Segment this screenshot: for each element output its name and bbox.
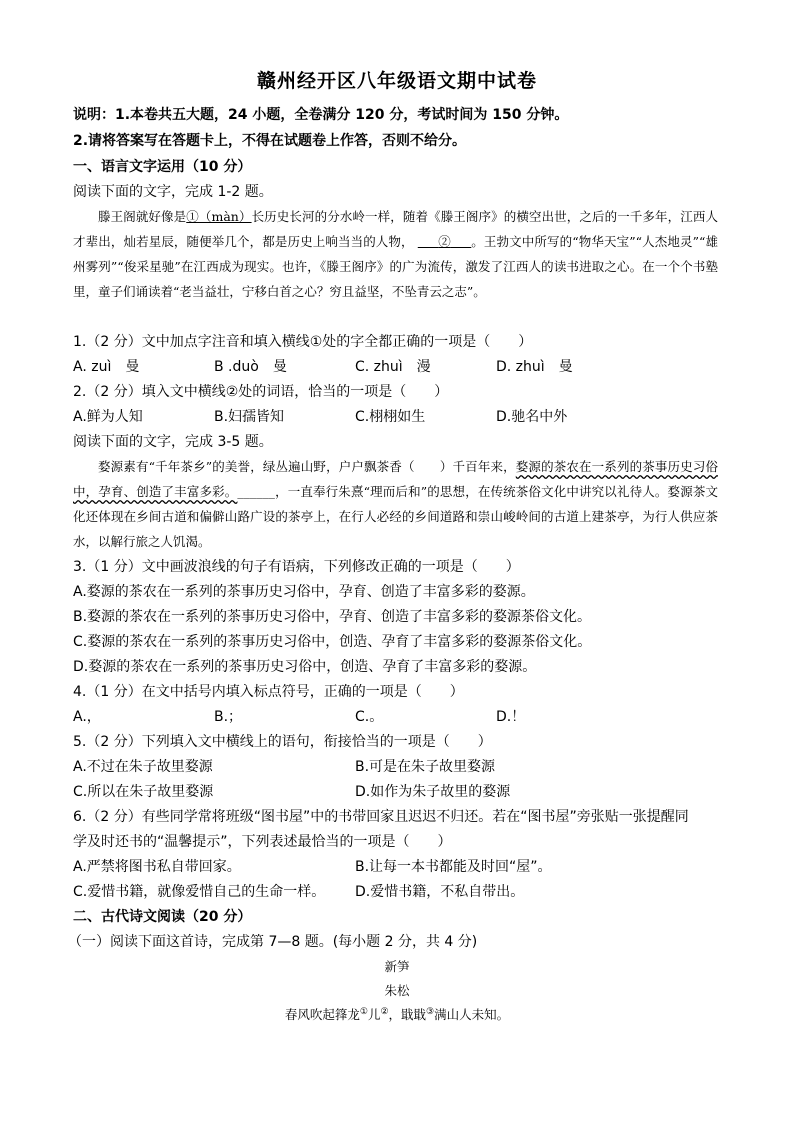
q6-option-b: B.让每一本书都能及时回“屋”。 (355, 859, 552, 875)
note-line-2: 2.请将答案写在答题卡上，不得在试题卷上作答，否则不给分。 (73, 133, 467, 149)
q1-stem: 1.（2 分）文中加点字注音和填入横线①处的字全都正确的一项是（ ） (73, 334, 533, 350)
passage2-blank: ______ (237, 484, 275, 499)
section2-heading: 二、古代诗文阅读（20 分） (73, 909, 252, 925)
q2-stem: 2.（2 分）填入文中横线②处的词语，恰当的一项是（ ） (73, 384, 449, 400)
passage1-blank-2-label: ② (438, 234, 451, 249)
passage2-text-a: 婺源素有“千年茶乡”的美誉，绿丛遍山野，户户飘茶香（ ）千百年来， (98, 459, 516, 474)
poem-title: 新笋 (384, 959, 410, 974)
poem-author: 朱松 (384, 983, 410, 998)
section1-intro2: 阅读下面的文字，完成 3-5 题。 (73, 434, 273, 450)
q1-option-c: C. zhuì 漫 (355, 359, 431, 375)
q6-stem-line1: 6.（2 分）有些同学常将班级“图书屋”中的书带回家且迟迟不归还。若在“图书屋”旁张贴一张提醒同 (73, 809, 689, 825)
section1-intro1: 阅读下面的文字，完成 1-2 题。 (73, 184, 273, 200)
q1-option-d: D. zhuì 曼 (496, 359, 573, 375)
poem-line-1-part-c: ，戢戢 (388, 1007, 427, 1022)
q2-option-b: B.妇孺皆知 (214, 409, 285, 425)
passage2-text-d: ，一直奉行朱熹“理而后和”的思想，在传统茶俗文化中讲究以礼待人。婺源茶文化还体现在乡间古道和偏僻山路广设的茶亭上，在行人必经的乡间道路和崇山峻岭间的古道上建茶亭，为行人供应茶水，以解行旅之人饥渴。 (73, 484, 718, 549)
q4-option-b: B.； (214, 709, 243, 725)
q1-option-a: A. zuì 曼 (73, 359, 140, 375)
q2-option-a: A.鲜为人知 (73, 409, 143, 425)
q6-stem-line2: 学及时还书的“温馨提示”，下列表述最恰当的一项是（ ） (73, 834, 452, 850)
q2-options (73, 406, 723, 426)
q4-option-c: C.。 (355, 709, 384, 725)
q3-option-a: A.婺源的茶农在一系列的茶事历史习俗中，孕育、创造了丰富多彩的婺源。 (73, 584, 535, 600)
footnote-mark-2: ② (380, 1006, 389, 1017)
page-title: 赣州经开区八年级语文期中试卷 (256, 70, 537, 92)
q5-option-c: C.所以在朱子故里婺源 (73, 784, 214, 800)
note-line-1: 说明：1.本卷共五大题，24 小题，全卷满分 120 分，考试时间为 150 分钟。 (73, 107, 569, 123)
passage-tengwang (73, 204, 718, 304)
passage1-text-a: 滕王阁就好像是 (98, 209, 187, 224)
q2-option-c: C.栩栩如生 (355, 409, 426, 425)
passage1-text-c: 长历史长河的分水岭一样，随着《滕王阁序》的横空出世，之后的一千多年，江西人才辈出，灿若星辰，随便举几个，都是历史上响当当的人物， (73, 209, 718, 249)
q1-option-b: B .duò 曼 (214, 359, 287, 375)
passage-wuyuan (73, 454, 718, 554)
footnote-mark-3: ③ (426, 1006, 435, 1017)
q5-options-row2 (73, 781, 723, 801)
q5-stem: 5.（2 分）下列填入文中横线上的语句，衔接恰当的一项是（ ） (73, 734, 492, 750)
q1-options (73, 356, 723, 376)
q5-option-d: D.如作为朱子故里的婺源 (355, 784, 511, 800)
section1-heading: 一、语言文字运用（10 分） (73, 159, 252, 175)
footnote-mark-1: ① (359, 1006, 368, 1017)
q6-options-row2 (73, 881, 723, 901)
q4-option-d: D.！ (496, 709, 526, 725)
q6-options-row1 (73, 856, 723, 876)
q5-option-b: B.可是在朱子故里婺源 (355, 759, 496, 775)
q3-stem: 3.（1 分）文中画波浪线的句子有语病，下列修改正确的一项是（ ） (73, 559, 520, 575)
section2-sub1: （一）阅读下面这首诗，完成第 7—8 题。(每小题 2 分，共 4 分) (68, 934, 478, 950)
q4-option-a: A.， (73, 709, 101, 725)
q6-option-d: D.爱惜书籍，不私自带出。 (355, 884, 525, 900)
q2-option-d: D.驰名中外 (496, 409, 568, 425)
q3-option-b: B.婺源的茶农在一系列的茶事历史习俗中，孕育、创造了丰富多彩的婺源茶俗文化。 (73, 609, 592, 625)
passage2-wavy-sentence: 婺源的茶农在一系列的茶事历史习俗中，孕育、创造了丰富多彩。 (73, 459, 718, 499)
q5-option-a: A.不过在朱子故里婺源 (73, 759, 213, 775)
q4-options (73, 706, 723, 726)
q6-option-c: C.爱惜书籍，就像爱惜自己的生命一样。 (73, 884, 326, 900)
q3-option-d: D.婺源的茶农在一系列的茶事历史习俗中，创造、孕育了丰富多彩的婺源。 (73, 659, 537, 675)
poem-line-1-part-a: 春风吹起箨龙 (284, 1007, 360, 1022)
passage1-text-e: 。王勃文中所写的“物华天宝”“人杰地灵”“雄州雾列”“俊采星驰”在江西成为现实。也许，《滕王阁序》的广为流传，激发了江西人的读书进取之心。在一个个书塾里，童子们诵读着“老当益壮，宁移白首之心？穷且益坚，不坠青云之志”。 (73, 234, 718, 299)
passage1-blank-2 (418, 234, 472, 249)
q5-options-row1 (73, 756, 723, 776)
passage1-blank-1: ①（màn） (186, 209, 252, 224)
poem-line-1-part-b: 儿 (367, 1007, 381, 1022)
q6-option-a: A.严禁将图书私自带回家。 (73, 859, 241, 875)
q4-stem: 4.（1 分）在文中括号内填入标点符号，正确的一项是（ ） (73, 684, 464, 700)
poem-line-1 (0, 1005, 794, 1023)
poem-line-1-part-d: 满山人未知。 (434, 1007, 510, 1022)
q3-option-c: C.婺源的茶农在一系列的茶事历史习俗中，创造、孕育了丰富多彩的婺源茶俗文化。 (73, 634, 592, 650)
